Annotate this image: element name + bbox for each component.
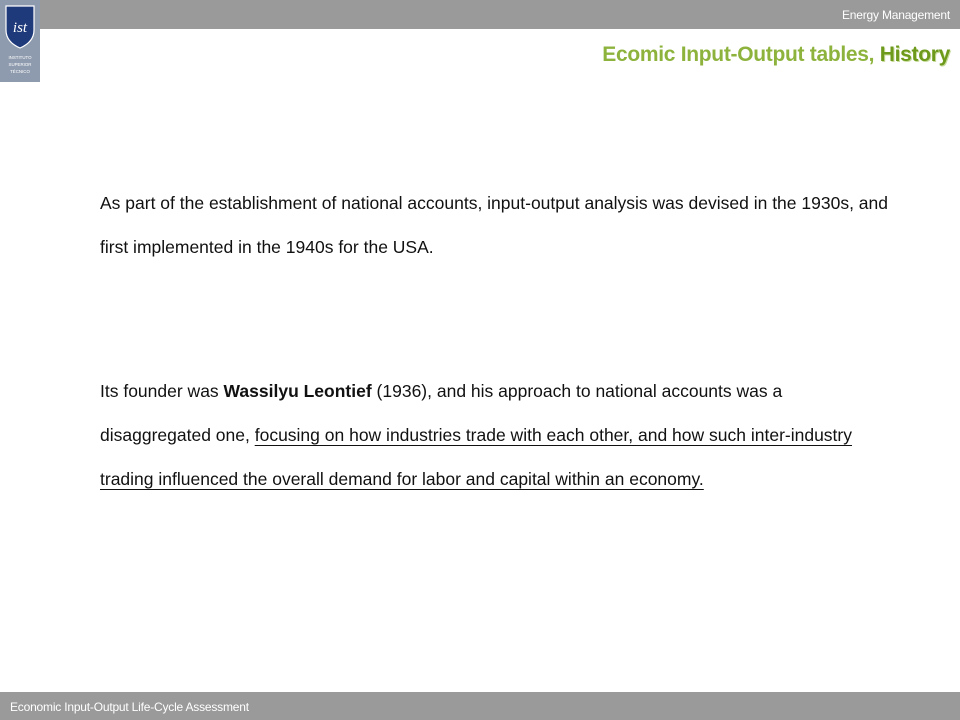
logo-text-line-3: TÉCNICO xyxy=(10,69,30,74)
footer-bar xyxy=(0,692,960,720)
paragraph-2-middle: (1936), and his approach to national accounts was a disaggregated one, xyxy=(100,381,783,445)
course-label: Energy Management xyxy=(842,8,950,22)
logo-monogram: ist xyxy=(12,20,28,36)
logo-text-line-1: INSTITUTO xyxy=(8,55,32,60)
paragraph-1: As part of the establishment of national accounts, input-output analysis was devised in the 1930s, and first implemented in the 1940s for the USA. xyxy=(100,193,888,257)
slide-title xyxy=(602,43,950,67)
logo-text-line-2: SUPERIOR xyxy=(8,62,32,67)
paragraph-2 xyxy=(100,369,890,501)
underlined-statement: focusing on how industries trade with each other, and how such inter-industry trading influenced the overall demand for labor and capital within an economy. xyxy=(100,425,853,489)
header-bar xyxy=(0,0,960,29)
title-accent: History xyxy=(879,43,950,66)
ist-shield-icon xyxy=(0,0,40,82)
institution-logo xyxy=(0,0,40,82)
paragraph-2-intro: Its founder was xyxy=(100,381,224,401)
founder-name: Wassilyu Leontief xyxy=(223,381,372,401)
footer-label: Economic Input-Output Life-Cycle Assessment xyxy=(10,700,249,714)
title-main: Ecomic Input-Output tables, xyxy=(602,43,875,66)
